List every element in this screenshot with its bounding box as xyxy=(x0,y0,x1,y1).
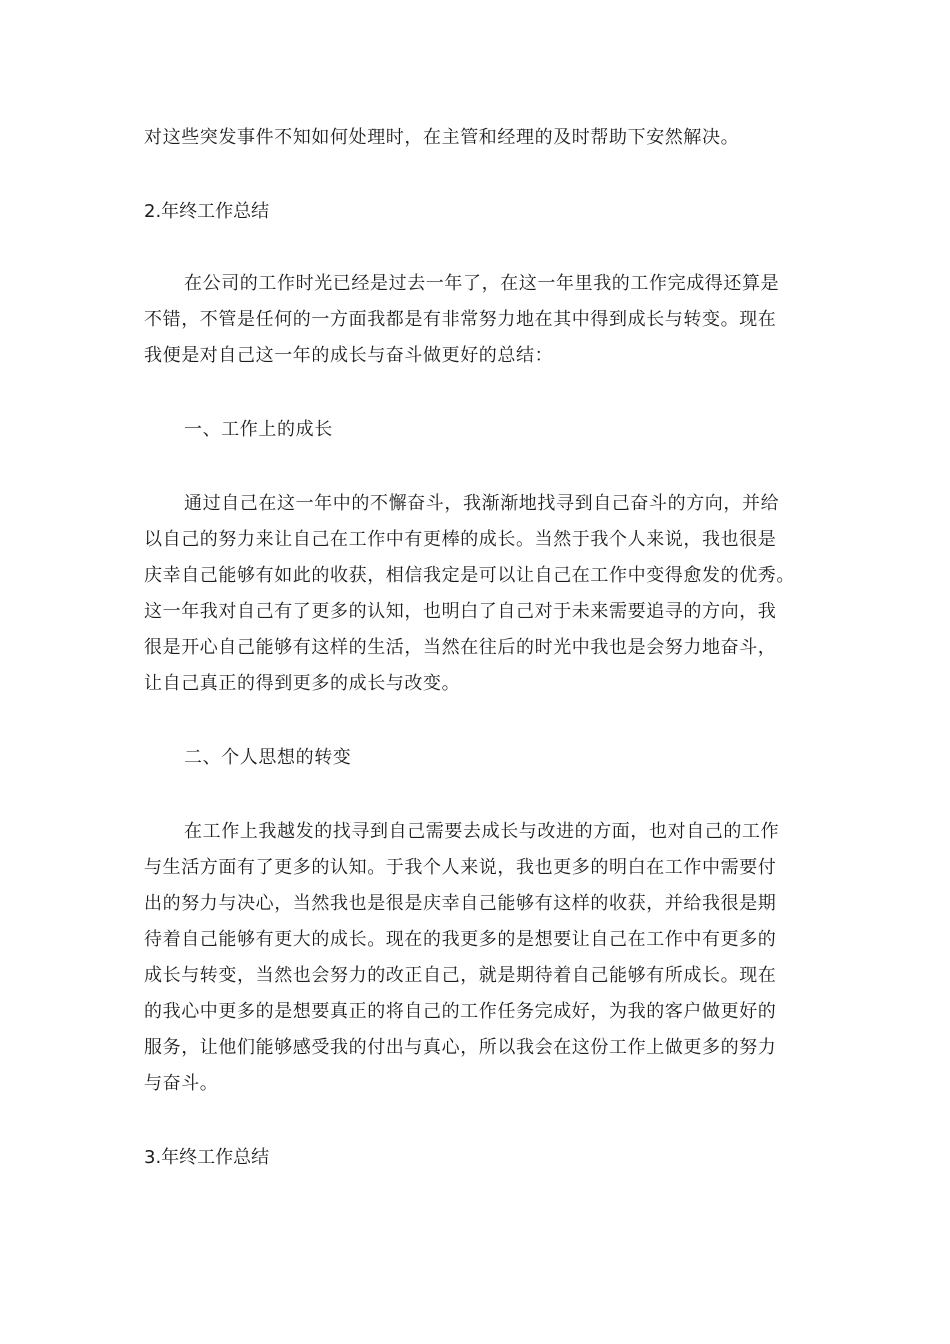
paragraph-line: 待着自己能够有更大的成长。现在的我更多的是想要让自己在工作中有更多的 xyxy=(144,929,777,950)
subheading-work-growth: 一、工作上的成长 xyxy=(184,419,333,440)
paragraph-line: 出的努力与决心，当然我也是很是庆幸自己能够有这样的收获，并给我很是期 xyxy=(144,893,777,914)
subheading-mindset-change: 二、个人思想的转变 xyxy=(184,747,352,768)
paragraph-line: 庆幸自己能够有如此的收获，相信我定是可以让自己在工作中变得愈发的优秀。 xyxy=(144,565,795,586)
paragraph-line: 我便是对自己这一年的成长与奋斗做更好的总结： xyxy=(144,345,554,366)
intro-line: 对这些突发事件不知如何处理时，在主管和经理的及时帮助下安然解决。 xyxy=(144,127,740,148)
paragraph-line: 很是开心自己能够有这样的生活，当然在往后的时光中我也是会努力地奋斗， xyxy=(144,637,777,658)
paragraph-line: 通过自己在这一年中的不懈奋斗，我渐渐地找寻到自己奋斗的方向，并给 xyxy=(184,493,780,514)
paragraph-line: 与生活方面有了更多的认知。于我个人来说，我也更多的明白在工作中需要付 xyxy=(144,857,777,878)
section-3-heading: 3.年终工作总结 xyxy=(144,1147,270,1168)
paragraph-line: 的我心中更多的是想要真正的将自己的工作任务完成好，为我的客户做更好的 xyxy=(144,1001,777,1022)
paragraph-line: 与奋斗。 xyxy=(144,1073,219,1094)
paragraph-line: 服务，让他们能够感受我的付出与真心，所以我会在这份工作上做更多的努力 xyxy=(144,1037,777,1058)
paragraph-line: 成长与转变，当然也会努力的改正自己，就是期待着自己能够有所成长。现在 xyxy=(144,965,777,986)
paragraph-line: 在公司的工作时光已经是过去一年了，在这一年里我的工作完成得还算是 xyxy=(184,273,780,294)
paragraph-line: 在工作上我越发的找寻到自己需要去成长与改进的方面，也对自己的工作 xyxy=(184,821,780,842)
paragraph-line: 这一年我对自己有了更多的认知，也明白了自己对于未来需要追寻的方向，我 xyxy=(144,601,777,622)
section-2-heading: 2.年终工作总结 xyxy=(144,201,270,222)
paragraph-line: 不错，不管是任何的一方面我都是有非常努力地在其中得到成长与转变。现在 xyxy=(144,309,777,330)
paragraph-line: 以自己的努力来让自己在工作中有更棒的成长。当然于我个人来说，我也很是 xyxy=(144,529,777,550)
paragraph-line: 让自己真正的得到更多的成长与改变。 xyxy=(144,673,461,694)
